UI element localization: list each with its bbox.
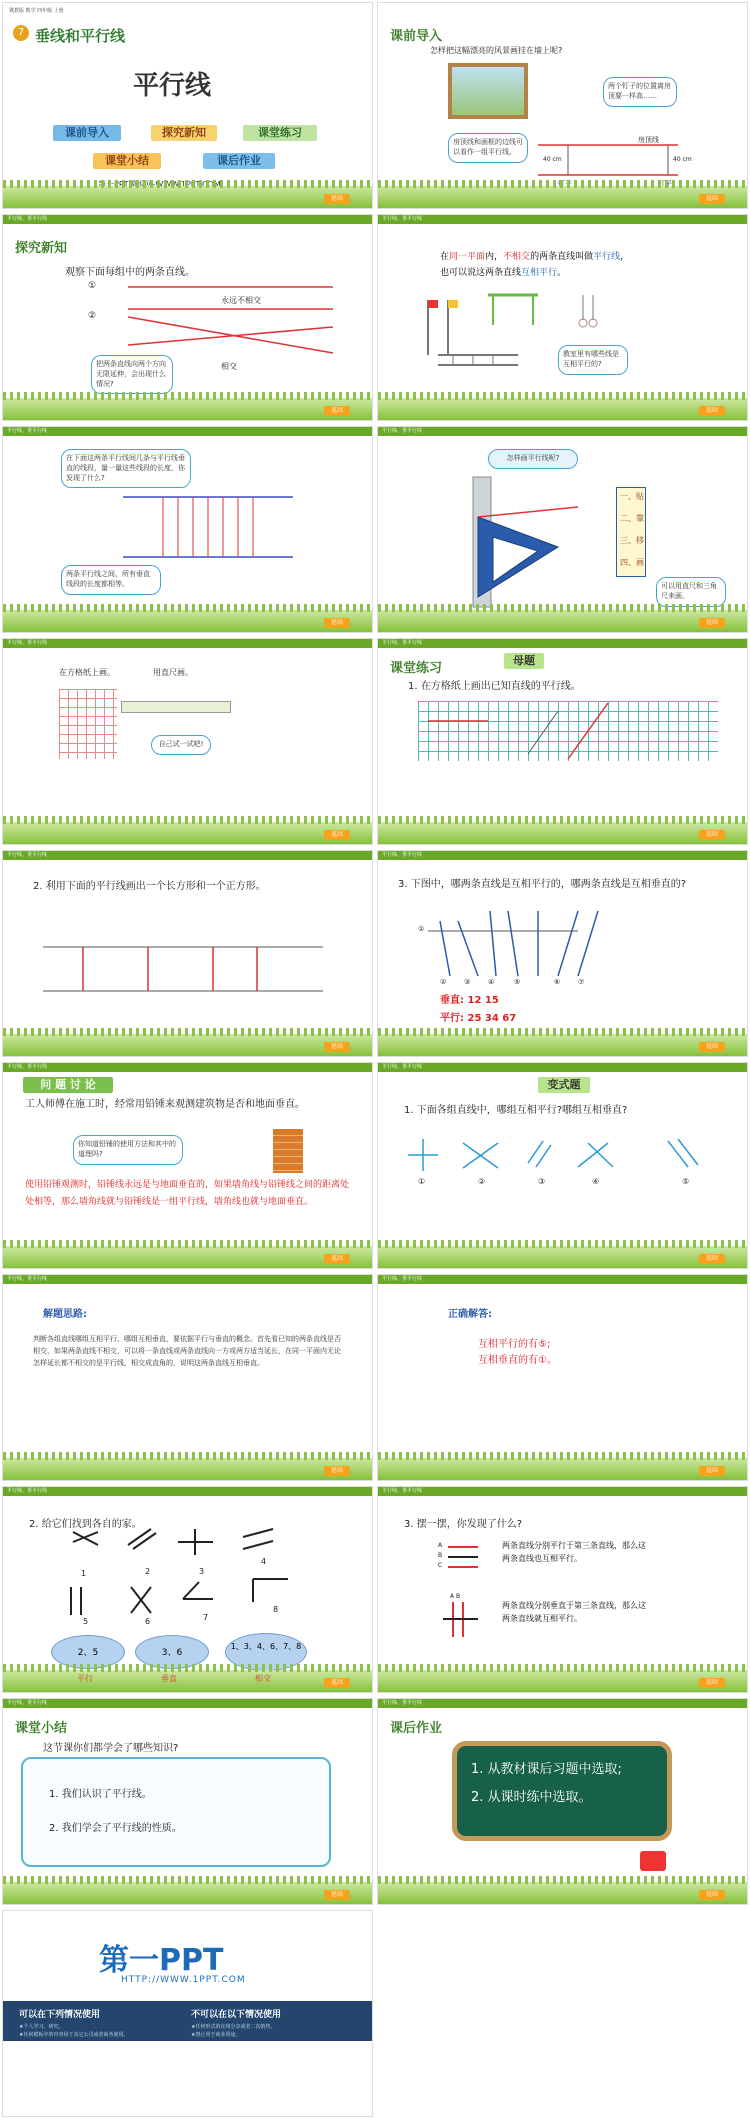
- line-label: ⑥: [554, 978, 561, 986]
- back-button[interactable]: 返回: [324, 1042, 350, 1052]
- line-label: ③: [464, 978, 471, 986]
- grass-decoration: [378, 1882, 747, 1904]
- keyword: 同一平面: [449, 252, 486, 262]
- pair-number: 8: [273, 1605, 279, 1614]
- speech-bubble: 教室里有哪些线是互相平行的?: [558, 345, 628, 375]
- link-list: [3, 2041, 373, 2117]
- method-label: 在方格纸上画。: [59, 668, 115, 677]
- question-text: 2. 给它们找到各自的家。: [29, 1519, 142, 1530]
- grass-decoration: [3, 1246, 372, 1268]
- home-label: 垂直: [161, 1674, 177, 1683]
- line-label: A B: [450, 1593, 461, 1600]
- unit-number: 7: [13, 25, 29, 41]
- cannot-use-title: 不可以在以下情况使用: [191, 2010, 282, 2020]
- question-text: 3. 下图中，哪两条直线是互相平行的，哪两条直线是互相垂直的?: [398, 879, 687, 890]
- pair-number: 2: [145, 1567, 151, 1576]
- question-text: 1. 下面各组直线中，哪组互相平行?哪组互相垂直?: [404, 1105, 628, 1116]
- brick-wall: [273, 1129, 303, 1173]
- slide-explore: [2, 214, 373, 421]
- nav-button-homework[interactable]: 课后作业: [203, 153, 275, 169]
- homework-item: 1. 从教材课后习题中选取;: [471, 1762, 622, 1777]
- keyword: 不相交: [503, 252, 531, 262]
- nav-button-summary[interactable]: 课堂小结: [93, 153, 161, 169]
- home-label: 相交: [255, 1674, 271, 1683]
- distance-label: 40 cm: [673, 156, 692, 163]
- intersect-label: 相交: [221, 362, 237, 371]
- can-use-title: 可以在下列情况使用: [19, 2010, 101, 2020]
- answer-perpendicular: 垂直: 12 15: [440, 995, 499, 1006]
- group-label: ③: [538, 1177, 546, 1186]
- brand-logo: 第一PPT: [99, 1943, 224, 1978]
- answer-ellipse[interactable]: 1、3、4、6、7、8: [225, 1633, 307, 1671]
- slide-intro: [377, 2, 748, 209]
- top-bar: 平行线、垂平行线: [378, 215, 747, 224]
- slide-branding: [2, 1910, 373, 2117]
- grass-decoration: [378, 1034, 747, 1056]
- back-button[interactable]: 返回: [699, 1890, 725, 1900]
- slide-practice-1: [377, 638, 748, 845]
- pair-number: 5: [83, 1617, 89, 1626]
- text: 的两条直线叫做: [530, 252, 594, 262]
- line-label: A: [438, 1542, 443, 1549]
- lines-figure: [3, 215, 373, 421]
- speech-bubble: 房顶线和画框的边线可以看作一组平行线。: [448, 133, 528, 163]
- roof-line-label: 房顶线: [638, 136, 659, 144]
- summary-item: 2. 我们学会了平行线的性质。: [49, 1823, 182, 1834]
- question-text: 怎样把这幅漂亮的风景画挂在墙上呢?: [430, 46, 563, 55]
- step: 四、画: [620, 558, 644, 567]
- slide-practice-3: [377, 850, 748, 1057]
- back-button[interactable]: 返回: [324, 1890, 350, 1900]
- top-bar: 平行线、垂平行线: [378, 1487, 747, 1496]
- section-title: 课堂小结: [15, 1721, 68, 1736]
- can-use-item: ★个人学习、研究。: [19, 2024, 64, 2030]
- course-label: 冀教版 数学 四年级 上册: [9, 8, 64, 14]
- pair-number: 1: [81, 1569, 87, 1578]
- top-bar: 平行线、垂平行线: [378, 427, 747, 436]
- question-text: 观察下面每组中的两条直线。: [65, 267, 195, 278]
- grid-paper: [59, 689, 117, 759]
- pair-number: 4: [261, 1557, 267, 1566]
- group-label: ①: [88, 281, 97, 291]
- grass-decoration: [3, 1882, 372, 1904]
- back-button[interactable]: 返回: [699, 618, 725, 628]
- speech-bubble: 怎样画平行线呢?: [488, 449, 578, 469]
- question-text: 这节课你们都学会了哪些知识?: [43, 1743, 179, 1754]
- answer-parallel: 互相平行的有⑤;: [478, 1339, 551, 1350]
- grass-decoration: [378, 186, 747, 208]
- top-bar: 平行线、垂平行线: [3, 851, 372, 860]
- method-label: 用直尺画。: [153, 668, 193, 677]
- slide-how-to-draw: [377, 426, 748, 633]
- arrange-figure: [378, 1487, 748, 1693]
- back-button[interactable]: 返回: [324, 1254, 350, 1264]
- back-button[interactable]: 返回: [699, 406, 725, 416]
- tag-label: 变式题: [538, 1077, 590, 1093]
- back-button[interactable]: 返回: [324, 194, 350, 204]
- line-label: ④: [488, 978, 495, 986]
- section-title: 课前导入: [390, 29, 443, 44]
- back-button[interactable]: 返回: [324, 406, 350, 416]
- group-label: ①: [418, 1177, 426, 1186]
- distance-label: 40 cm: [543, 156, 562, 163]
- back-button[interactable]: 返回: [699, 194, 725, 204]
- grass-decoration: [378, 822, 747, 844]
- slide-arrange: [377, 1486, 748, 1693]
- line-label: C: [438, 1562, 443, 1569]
- top-bar: 平行线、垂平行线: [378, 1275, 747, 1284]
- text: 内，: [485, 252, 504, 262]
- top-bar: 平行线、垂平行线: [3, 427, 372, 436]
- top-bar: 平行线、垂平行线: [3, 1275, 372, 1284]
- back-button[interactable]: 返回: [699, 1678, 725, 1688]
- ruler: [121, 701, 231, 713]
- line-label: ①: [418, 925, 425, 933]
- keyword: 互相平行: [521, 268, 558, 278]
- top-bar: 平行线、垂平行线: [3, 639, 372, 648]
- speech-bubble: 可以用直尺和三角尺来画。: [656, 577, 726, 607]
- slide-classify: [2, 1486, 373, 1693]
- nav-button-intro[interactable]: 课前导入: [53, 125, 121, 141]
- top-bar: 平行线、垂平行线: [3, 1063, 372, 1072]
- problem-text: 工人师傅在施工时，经常用铅锤来观测建筑物是否和地面垂直。: [25, 1099, 305, 1110]
- slide-approach: [2, 1274, 373, 1481]
- pair-number: 3: [199, 1567, 205, 1576]
- slide-cover: [2, 2, 373, 209]
- top-bar: 平行线、垂平行线: [3, 1487, 372, 1496]
- grass-decoration: [3, 1034, 372, 1056]
- grass-decoration: [3, 186, 372, 208]
- speech-bubble: 在下面这两条平行线间几条与平行线垂直的线段，量一量这些线段的长度，你发现了什么?: [61, 449, 191, 488]
- text: 。: [557, 268, 567, 278]
- can-use-item: ★任何模板中的内容用于其它公司或者商务使用。: [19, 2032, 129, 2038]
- answer-parallel: 平行: 25 34 67: [440, 1013, 517, 1024]
- page-title: 平行线: [133, 71, 212, 101]
- home-label: 平行: [77, 1674, 93, 1683]
- answer-perpendicular: 互相垂直的有①。: [478, 1355, 557, 1366]
- summary-box: [21, 1757, 331, 1867]
- back-button[interactable]: 返回: [699, 1466, 725, 1476]
- grass-decoration: [3, 1670, 372, 1692]
- answer-ellipse[interactable]: 3、6: [135, 1635, 209, 1669]
- approach-body: 判断各组直线哪组互相平行、哪组互相垂直，要依据平行与垂直的概念。首先看已知的两条直线是否相交，如果两条直线不相交，可以将一条直线或两条直线向一方或两方适当延长，在同一平面内无论怎样延长都不相交的是平行线，相交成直角的，说明这两条直线互相垂直。: [33, 1335, 341, 1367]
- grass-decoration: [3, 398, 372, 420]
- line-label: ⑤: [514, 978, 521, 986]
- books-decoration: [640, 1851, 666, 1871]
- given-lines-figure: [378, 639, 748, 845]
- back-button[interactable]: 返回: [324, 618, 350, 628]
- back-button[interactable]: 返回: [324, 1466, 350, 1476]
- grass-decoration: [378, 1246, 747, 1268]
- slide-definition: [377, 214, 748, 421]
- unit-title: 垂线和平行线: [35, 27, 126, 45]
- parallel-examples-figure: [378, 215, 748, 421]
- section-title: 课堂练习: [390, 661, 443, 676]
- back-button[interactable]: 返回: [324, 1678, 350, 1688]
- top-bar: 平行线、垂平行线: [378, 851, 747, 860]
- back-button[interactable]: 返回: [324, 830, 350, 840]
- back-button[interactable]: 返回: [699, 1042, 725, 1052]
- grass-decoration: [378, 398, 747, 420]
- question-text: 3. 摆一摆，你发现了什么?: [404, 1519, 523, 1530]
- text: 在: [440, 252, 450, 262]
- never-intersect-label: 永远不相交: [221, 296, 261, 305]
- step: 三、移: [620, 536, 644, 545]
- step: 二、靠: [620, 514, 644, 523]
- answer-text: 使用铅锤观测时，铅锤线永远是与地面垂直的，如果墙角线与铅锤线之间的距离处处相等，那么墙角线就与铅锤线是一组平行线，墙角线也就与地面垂直。: [25, 1180, 350, 1207]
- group-label: ②: [88, 311, 97, 321]
- summary-item: 1. 我们认识了平行线。: [49, 1789, 152, 1800]
- slide-summary: [2, 1698, 373, 1905]
- line-label: ②: [440, 978, 447, 986]
- nav-button-practice[interactable]: 课堂练习: [243, 125, 317, 141]
- question-text: 2. 利用下面的平行线画出一个长方形和一个正方形。: [33, 881, 266, 892]
- top-bar: 平行线、垂平行线: [378, 639, 747, 648]
- question-text: 1. 在方格纸上画出已知直线的平行线。: [408, 681, 581, 692]
- brand-url: HTTP://WWW.1PPT.COM: [121, 1975, 246, 1985]
- group-label: ②: [478, 1177, 486, 1186]
- tag-label: 问 题 讨 论: [23, 1077, 113, 1093]
- top-bar: 平行线、垂平行线: [378, 1699, 747, 1708]
- pair-number: 6: [145, 1617, 151, 1626]
- cannot-use-item: ★禁止用于商业用途。: [191, 2032, 241, 2038]
- text: ，: [620, 252, 630, 262]
- keyword: 平行线: [593, 252, 621, 262]
- line-label: B: [438, 1552, 443, 1559]
- speech-bubble: 你知道铅锤的使用方法和其中的道理吗?: [73, 1135, 183, 1165]
- slide-homework: [377, 1698, 748, 1905]
- back-button[interactable]: 返回: [699, 1254, 725, 1264]
- top-bar: 平行线、垂平行线: [3, 1699, 372, 1708]
- back-button[interactable]: 返回: [699, 830, 725, 840]
- perpendicular-segments-figure: [3, 427, 373, 633]
- grass-decoration: [378, 1458, 747, 1480]
- answer-ellipse[interactable]: 2、5: [51, 1635, 125, 1669]
- text: 也可以说这两条直线: [440, 268, 522, 278]
- grass-decoration: [378, 610, 747, 632]
- finding-text: 两条直线分别平行于第三条直线，那么这两条直线也互相平行。: [502, 1541, 646, 1563]
- nav-button-explore[interactable]: 探究新知: [151, 125, 217, 141]
- homework-item: 2. 从课时练中选取。: [471, 1790, 592, 1805]
- group-label: ⑤: [682, 1177, 690, 1186]
- answer-title: 正确解答:: [448, 1309, 492, 1320]
- slide-discussion: [2, 1062, 373, 1269]
- chalkboard: [452, 1741, 672, 1841]
- grass-decoration: [3, 822, 372, 844]
- slide-practice-2: [2, 850, 373, 1057]
- slide-variant: [377, 1062, 748, 1269]
- finding-text: 两条直线分别垂直于第三条直线，那么这两条直线就互相平行。: [502, 1601, 646, 1623]
- top-bar: 平行线、垂平行线: [378, 1063, 747, 1072]
- approach-title: 解题思路:: [43, 1309, 87, 1320]
- lines-figure: [378, 851, 748, 1057]
- section-title: 探究新知: [15, 241, 68, 256]
- grass-decoration: [3, 610, 372, 632]
- speech-bubble: 两条平行线之间，所有垂直线段的长度都相等。: [61, 565, 161, 595]
- grass-decoration: [378, 1670, 747, 1692]
- cannot-use-item: ★任何形式的在线分享或者二次销售。: [191, 2024, 276, 2030]
- pair-number: 7: [203, 1613, 209, 1622]
- group-label: ④: [592, 1177, 600, 1186]
- step: 一、贴: [620, 492, 644, 501]
- lines-figure: [378, 1063, 748, 1269]
- tag-label: 母题: [504, 653, 544, 669]
- section-title: 课后作业: [390, 1721, 443, 1736]
- top-bar: 平行线、垂平行线: [3, 215, 372, 224]
- speech-bubble: 自己试一试吧!: [151, 735, 211, 755]
- rectangle-square-figure: [3, 851, 373, 1057]
- speech-bubble: 把两条直线向两个方向无限延伸，会出现什么情况?: [91, 355, 173, 394]
- slide-try: [2, 638, 373, 845]
- line-label: ⑦: [578, 978, 585, 986]
- slide-answer: [377, 1274, 748, 1481]
- grass-decoration: [3, 1458, 372, 1480]
- speech-bubble: 两个钉子的位置离房顶要一样高……: [603, 77, 677, 107]
- slide-measure: [2, 426, 373, 633]
